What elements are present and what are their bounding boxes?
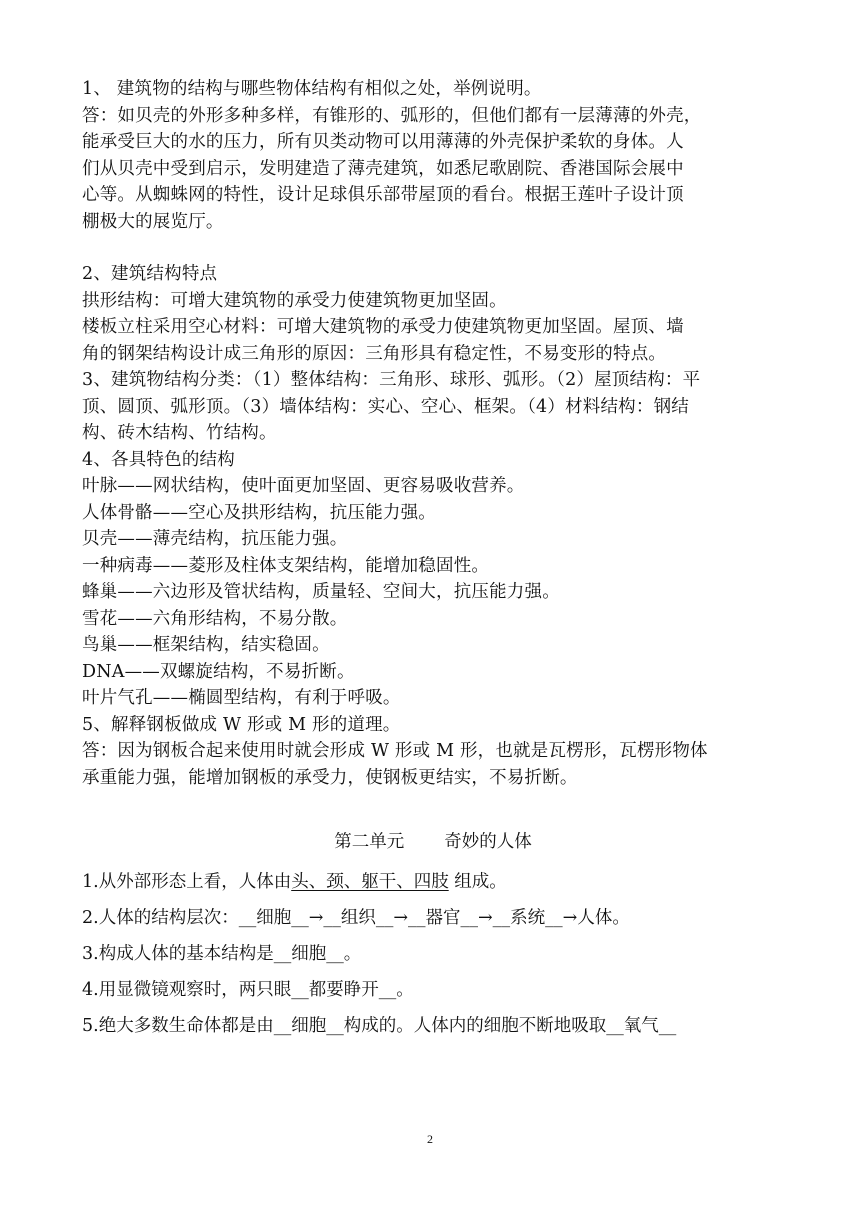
document-page — [82, 76, 784, 1039]
text-line: DNA——双螺旋结构，不易折断。 — [82, 661, 355, 682]
spacer — [82, 791, 784, 827]
section-2 — [82, 261, 784, 791]
text-line: 顶、圆顶、弧形顶。（3）墙体结构：实心、空心、框架。（4）材料结构：钢结 — [82, 396, 689, 417]
text-line: 叶片气孔——椭圆型结构，有利于呼吸。 — [82, 688, 401, 708]
fill-in-question-1: 1.从外部形态上看，人体由头、颈、躯干、四肢 组成。 — [82, 872, 507, 892]
unit-title — [82, 829, 784, 855]
answer-line: 能承受巨大的水的压力，所有贝类动物可以用薄薄的外壳保护柔软的身体。人 — [82, 132, 684, 152]
text-line: 蜂巢——六边形及管状结构，质量轻、空间大，抗压能力强。 — [82, 582, 560, 602]
text-line: 叶脉——网状结构，使叶面更加坚固、更容易吸收营养。 — [82, 476, 525, 496]
text-line: 承重能力强，能增加钢板的承受力，使钢板更结实，不易折断。 — [82, 767, 578, 788]
answer-line: 答：如贝壳的外形多种多样，有锥形的、弧形的，但他们都有一层薄薄的外壳， — [82, 105, 702, 126]
fill-in-question-2: 2.人体的结构层次：__细胞__→__组织__→__器官__→__系统__→人体。 — [82, 908, 630, 928]
text-line: 鸟巢——框架结构，结实稳固。 — [82, 635, 330, 655]
text-line: 雪花——六角形结构，不易分散。 — [82, 608, 348, 629]
section-heading: 3、建筑物结构分类：（1）整体结构：三角形、球形、弧形。（2）屋顶结构：平 — [82, 370, 701, 390]
fill-in-question-4: 4.用显微镜观察时，两只眼__都要睁开__。 — [82, 980, 414, 1000]
answer-line: 心等。从蜘蛛网的特性，设计足球俱乐部带屋顶的看台。根据王莲叶子设计顶 — [82, 185, 684, 205]
page-number: 2 — [427, 1132, 433, 1146]
text-line: 答：因为钢板合起来使用时就会形成 W 形或 M 形，也就是瓦楞形，瓦楞形物体 — [82, 741, 708, 761]
text-line: 人体骨骼——空心及拱形结构，抗压能力强。 — [82, 502, 436, 523]
unit-number: 第二单元 — [334, 832, 405, 852]
answer-line: 们从贝壳中受到启示，发明建造了薄壳建筑，如悉尼歌剧院、香港国际会展中 — [82, 158, 684, 179]
spacer — [82, 235, 784, 261]
section-heading: 2、建筑结构特点 — [82, 264, 218, 284]
section-heading: 4、各具特色的结构 — [82, 449, 235, 470]
text-line: 贝壳——薄壳结构，抗压能力强。 — [82, 529, 348, 549]
answer-line: 棚极大的展览厅。 — [82, 211, 224, 232]
text-line: 拱形结构：可增大建筑物的承受力使建筑物更加坚固。 — [82, 290, 507, 311]
fill-in-question-5: 5.绝大多数生命体都是由__细胞__构成的。人体内的细胞不断地吸取__氧气__ — [82, 1016, 677, 1036]
unit-name: 奇妙的人体 — [444, 832, 532, 852]
underlined-answer: 头、颈、躯干、四肢 — [291, 872, 449, 892]
question-1: 1、 建筑物的结构与哪些物体结构有相似之处，举例说明。 — [82, 79, 542, 99]
section-1 — [82, 76, 784, 235]
text-line: 构、砖木结构、竹结构。 — [82, 423, 277, 443]
section-heading: 5、解释钢板做成 W 形或 M 形的道理。 — [82, 714, 401, 735]
text-line: 楼板立柱采用空心材料：可增大建筑物的承受力使建筑物更加坚固。屋顶、墙 — [82, 317, 684, 337]
fill-in-question-3: 3.构成人体的基本结构是__细胞__。 — [82, 944, 362, 964]
text-line: 一种病毒——菱形及柱体支架结构，能增加稳固性。 — [82, 555, 490, 576]
text-line: 角的钢架结构设计成三角形的原因：三角形具有稳定性，不易变形的特点。 — [82, 343, 667, 364]
